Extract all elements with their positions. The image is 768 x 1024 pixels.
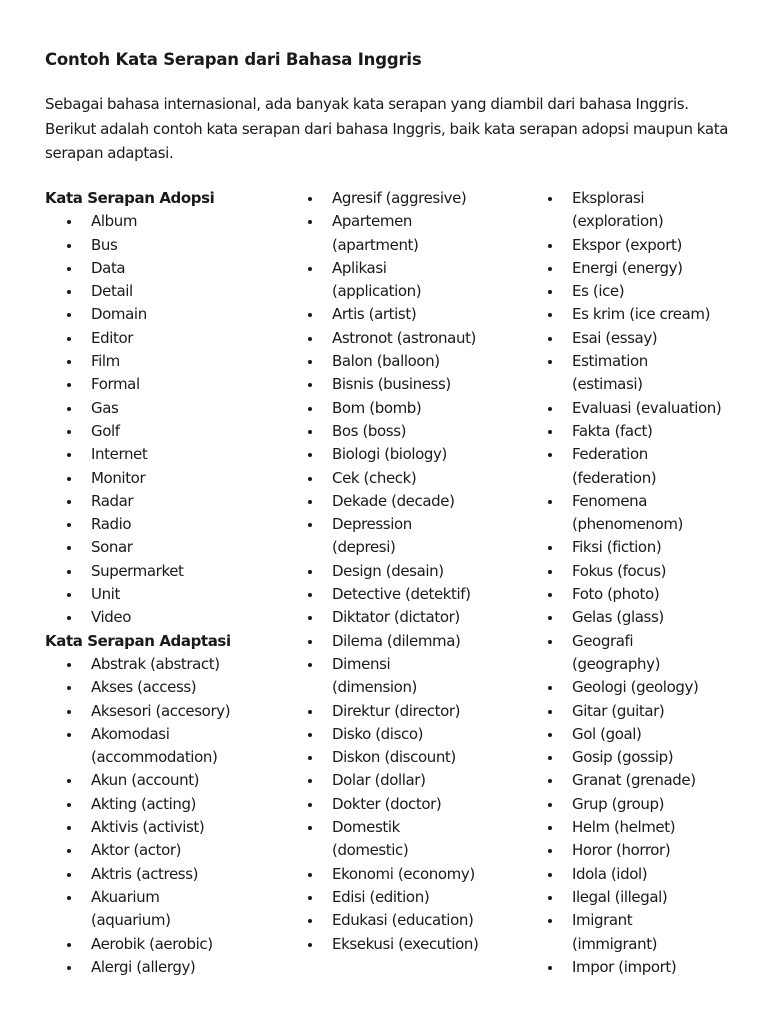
bullet-icon (548, 500, 552, 504)
adaptasi-item (545, 560, 765, 583)
column-3 (545, 187, 765, 979)
adaptasi-item-text: Akuarium (91, 887, 160, 906)
bullet-icon (67, 453, 71, 457)
adopsi-item-text: Supermarket (91, 561, 184, 580)
adaptasi-item (305, 210, 540, 257)
bullet-icon (548, 966, 552, 970)
adaptasi-item (45, 700, 295, 723)
adaptasi-item-text: (apartment) (332, 235, 419, 254)
adaptasi-item-text: Federation (572, 445, 648, 464)
bullet-icon (548, 407, 552, 411)
adaptasi-item-text: (domestic) (332, 841, 409, 860)
list-adaptasi-col2 (305, 187, 540, 956)
adaptasi-item-text: Edukasi (education) (332, 911, 474, 930)
bullet-icon (308, 640, 312, 644)
bullet-icon (548, 756, 552, 760)
adaptasi-item-text: Gol (goal) (572, 724, 642, 743)
adaptasi-item-text: Bom (bomb) (332, 398, 422, 417)
adaptasi-item (545, 886, 765, 909)
adaptasi-item-text: Astronot (astronaut) (332, 328, 476, 347)
adaptasi-item-text: Eksplorasi (572, 189, 645, 207)
bullet-icon (308, 430, 312, 434)
bullet-icon (308, 779, 312, 783)
bullet-icon (548, 733, 552, 737)
adaptasi-item-text: Grup (group) (572, 794, 665, 813)
bullet-icon (67, 593, 71, 597)
adaptasi-item-text: Idola (idol) (572, 864, 648, 883)
adopsi-item (45, 560, 295, 583)
adaptasi-item (45, 793, 295, 816)
adaptasi-item (305, 443, 540, 466)
adaptasi-item-text: Eksekusi (execution) (332, 934, 479, 953)
bullet-icon (308, 477, 312, 481)
adaptasi-item (45, 676, 295, 699)
bullet-icon (308, 407, 312, 411)
bullet-icon (67, 546, 71, 550)
adaptasi-item (45, 956, 295, 979)
adaptasi-item (545, 583, 765, 606)
adaptasi-item-text: Dimensi (332, 654, 391, 673)
adaptasi-item (305, 257, 540, 304)
adaptasi-item-text: Domestik (332, 818, 400, 837)
bullet-icon (308, 803, 312, 807)
adaptasi-item-text: (accommodation) (91, 748, 218, 767)
adaptasi-item-text: Aktor (actor) (91, 841, 182, 860)
bullet-icon (67, 849, 71, 853)
bullet-icon (67, 966, 71, 970)
adaptasi-item-text: Abstrak (abstract) (91, 654, 220, 673)
adaptasi-item-text: Akting (acting) (91, 794, 197, 813)
adaptasi-item-text: Geografi (572, 631, 634, 650)
bullet-icon (548, 593, 552, 597)
bullet-icon (67, 943, 71, 947)
bullet-icon (308, 943, 312, 947)
adaptasi-item (305, 723, 540, 746)
bullet-icon (548, 337, 552, 341)
bullet-icon (548, 919, 552, 923)
adaptasi-item-text: Fakta (fact) (572, 421, 653, 440)
adaptasi-item-text: (dimension) (332, 678, 418, 697)
adaptasi-item-text: Helm (helmet) (572, 818, 676, 837)
adaptasi-item (305, 467, 540, 490)
adaptasi-item (305, 769, 540, 792)
adaptasi-item (545, 187, 765, 234)
list-adopsi (45, 210, 295, 629)
adaptasi-item (305, 560, 540, 583)
adaptasi-item-text: Es (ice) (572, 282, 625, 301)
column-2 (305, 187, 540, 956)
adaptasi-item-text: Direktur (director) (332, 701, 461, 720)
bullet-icon (548, 686, 552, 690)
adaptasi-item (45, 933, 295, 956)
adopsi-item-text: Formal (91, 375, 140, 394)
adaptasi-item (545, 746, 765, 769)
adopsi-item (45, 536, 295, 559)
adaptasi-item (545, 700, 765, 723)
adaptasi-item (305, 490, 540, 513)
adaptasi-item-text: Artis (artist) (332, 305, 417, 324)
adaptasi-item-text: Depression (332, 515, 412, 534)
bullet-icon (308, 523, 312, 527)
adaptasi-item (545, 420, 765, 443)
adaptasi-item (545, 863, 765, 886)
adaptasi-item-text: Agresif (aggresive) (332, 189, 467, 207)
adaptasi-item (545, 956, 765, 979)
adaptasi-item (305, 187, 540, 210)
bullet-icon (67, 360, 71, 364)
bullet-icon (308, 616, 312, 620)
adaptasi-item-text: Ekspor (export) (572, 235, 682, 254)
adopsi-item-text: Golf (91, 421, 120, 440)
bullet-icon (308, 267, 312, 271)
adopsi-item-text: Radio (91, 515, 132, 534)
adopsi-item (45, 606, 295, 629)
adaptasi-item (305, 700, 540, 723)
adaptasi-item-text: (depresi) (332, 538, 396, 557)
adaptasi-item-text: Diktator (dictator) (332, 608, 460, 627)
adaptasi-item (305, 513, 540, 560)
adopsi-item (45, 443, 295, 466)
adaptasi-item (305, 583, 540, 606)
adopsi-item (45, 467, 295, 490)
bullet-icon (308, 360, 312, 364)
adaptasi-item-text: (estimasi) (572, 375, 643, 394)
adopsi-item (45, 420, 295, 443)
adaptasi-item-text: Energi (energy) (572, 258, 683, 277)
adaptasi-item-text: Alergi (allergy) (91, 957, 196, 976)
adopsi-item-text: Bus (91, 235, 118, 254)
adaptasi-item-text: Dilema (dilemma) (332, 631, 461, 650)
adaptasi-item (545, 490, 765, 537)
adaptasi-item (305, 420, 540, 443)
bullet-icon (67, 267, 71, 271)
bullet-icon (67, 383, 71, 387)
adaptasi-item (305, 327, 540, 350)
page-title: Contoh Kata Serapan dari Bahasa Inggris (45, 50, 422, 69)
adaptasi-item-text: Aerobik (aerobic) (91, 934, 213, 953)
bullet-icon (67, 779, 71, 783)
heading-adopsi: Kata Serapan Adopsi (45, 189, 215, 207)
bullet-icon (308, 733, 312, 737)
bullet-icon (548, 267, 552, 271)
adaptasi-item-text: Aplikasi (332, 258, 387, 277)
adaptasi-item (305, 630, 540, 653)
bullet-icon (548, 546, 552, 550)
adaptasi-item-text: Ekonomi (economy) (332, 864, 475, 883)
bullet-icon (548, 803, 552, 807)
adaptasi-item (545, 793, 765, 816)
bullet-icon (67, 686, 71, 690)
adopsi-item (45, 490, 295, 513)
adaptasi-item-text: Detective (detektif) (332, 585, 471, 604)
adopsi-item-text: Monitor (91, 468, 146, 487)
adaptasi-item (305, 303, 540, 326)
adaptasi-item (545, 397, 765, 420)
adaptasi-item-text: Estimation (572, 352, 648, 371)
adopsi-item-text: Video (91, 608, 132, 627)
adaptasi-item (305, 350, 540, 373)
adopsi-item (45, 257, 295, 280)
bullet-icon (308, 337, 312, 341)
adopsi-item-text: Detail (91, 282, 133, 301)
adopsi-item (45, 327, 295, 350)
adaptasi-item (545, 769, 765, 792)
adaptasi-item-text: Diskon (discount) (332, 748, 456, 767)
bullet-icon (548, 616, 552, 620)
bullet-icon (67, 337, 71, 341)
bullet-icon (67, 430, 71, 434)
adaptasi-item-text: Impor (import) (572, 957, 677, 976)
adaptasi-item (305, 606, 540, 629)
adaptasi-item (45, 769, 295, 792)
bullet-icon (548, 873, 552, 877)
adaptasi-item (45, 863, 295, 886)
adopsi-item-text: Film (91, 352, 120, 371)
bullet-icon (67, 290, 71, 294)
adaptasi-item-text: Akun (account) (91, 771, 200, 790)
bullet-icon (308, 919, 312, 923)
bullet-icon (308, 453, 312, 457)
adaptasi-item-text: Akomodasi (91, 724, 170, 743)
adaptasi-item-text: Cek (check) (332, 468, 417, 487)
adaptasi-item (45, 839, 295, 862)
adaptasi-item (545, 443, 765, 490)
adaptasi-item (305, 653, 540, 700)
adopsi-item (45, 350, 295, 373)
column-1 (45, 187, 295, 979)
bullet-icon (308, 826, 312, 830)
adaptasi-item (305, 816, 540, 863)
adaptasi-item-text: (aquarium) (91, 911, 171, 930)
adaptasi-item-text: Dolar (dollar) (332, 771, 426, 790)
adaptasi-item-text: Geologi (geology) (572, 678, 699, 697)
adaptasi-item (545, 606, 765, 629)
bullet-icon (67, 220, 71, 224)
adaptasi-item (45, 886, 295, 933)
adaptasi-item-text: Esai (essay) (572, 328, 658, 347)
bullet-icon (548, 430, 552, 434)
adaptasi-item (305, 886, 540, 909)
adaptasi-item-text: Granat (grenade) (572, 771, 696, 790)
adaptasi-item (545, 816, 765, 839)
bullet-icon (548, 313, 552, 317)
bullet-icon (308, 756, 312, 760)
bullet-icon (308, 220, 312, 224)
adaptasi-item (545, 839, 765, 862)
adaptasi-item-text: Gelas (glass) (572, 608, 664, 627)
adaptasi-item-text: Aksesori (accesory) (91, 701, 231, 720)
adaptasi-item (45, 723, 295, 770)
adopsi-item-text: Sonar (91, 538, 133, 557)
adaptasi-item-text: Ilegal (illegal) (572, 887, 668, 906)
bullet-icon (67, 244, 71, 248)
bullet-icon (67, 733, 71, 737)
adaptasi-item (545, 676, 765, 699)
adopsi-item-text: Radar (91, 491, 134, 510)
intro-paragraph: Sebagai bahasa internasional, ada banyak kata serapan yang diambil dari bahasa Inggris. Berikut adalah contoh kata serapan dari bahasa Inggris, baik kata serapan adopsi maupun kata serapan adaptasi. (45, 95, 729, 162)
adaptasi-item (305, 933, 540, 956)
adaptasi-item-text: Gosip (gossip) (572, 748, 674, 767)
adaptasi-item (545, 909, 765, 956)
adaptasi-item (305, 793, 540, 816)
bullet-icon (308, 197, 312, 201)
bullet-icon (67, 407, 71, 411)
adaptasi-item-text: Gitar (guitar) (572, 701, 665, 720)
adaptasi-item (545, 280, 765, 303)
adaptasi-item (45, 816, 295, 839)
adopsi-item (45, 373, 295, 396)
adaptasi-item (45, 653, 295, 676)
adopsi-item (45, 583, 295, 606)
bullet-icon (308, 383, 312, 387)
adopsi-item (45, 513, 295, 536)
bullet-icon (67, 477, 71, 481)
adaptasi-item-text: Apartemen (332, 212, 412, 231)
adopsi-item (45, 303, 295, 326)
adaptasi-item-text: Akses (access) (91, 678, 197, 697)
bullet-icon (67, 896, 71, 900)
adaptasi-item-text: Fokus (focus) (572, 561, 667, 580)
bullet-icon (548, 244, 552, 248)
bullet-icon (308, 500, 312, 504)
adaptasi-item (305, 863, 540, 886)
adopsi-item-text: Unit (91, 585, 120, 604)
bullet-icon (548, 640, 552, 644)
adaptasi-item-text: (immigrant) (572, 934, 658, 953)
bullet-icon (308, 873, 312, 877)
adaptasi-item (305, 746, 540, 769)
adaptasi-item (545, 723, 765, 746)
bullet-icon (308, 710, 312, 714)
adaptasi-item (545, 536, 765, 559)
bullet-icon (308, 593, 312, 597)
bullet-icon (67, 570, 71, 574)
adopsi-item-text: Album (91, 212, 138, 231)
bullet-icon (548, 849, 552, 853)
adaptasi-item-text: Imigrant (572, 911, 633, 930)
bullet-icon (548, 197, 552, 201)
bullet-icon (548, 453, 552, 457)
bullet-icon (67, 523, 71, 527)
adaptasi-item-text: Aktivis (activist) (91, 818, 205, 837)
adaptasi-item (545, 630, 765, 677)
adopsi-item (45, 234, 295, 257)
bullet-icon (67, 616, 71, 620)
adaptasi-item-text: Fiksi (fiction) (572, 538, 662, 557)
bullet-icon (67, 873, 71, 877)
bullet-icon (548, 896, 552, 900)
adaptasi-item-text: Horor (horror) (572, 841, 671, 860)
adaptasi-item-text: Es krim (ice cream) (572, 305, 711, 324)
heading-adaptasi: Kata Serapan Adaptasi (45, 631, 231, 650)
adaptasi-item-text: (geography) (572, 654, 661, 673)
adaptasi-item-text: Dekade (decade) (332, 491, 455, 510)
bullet-icon (548, 570, 552, 574)
bullet-icon (67, 500, 71, 504)
bullet-icon (548, 710, 552, 714)
adaptasi-item-text: Edisi (edition) (332, 887, 430, 906)
adaptasi-item (305, 397, 540, 420)
adaptasi-item (305, 909, 540, 932)
bullet-icon (67, 710, 71, 714)
list-adaptasi-col3 (545, 187, 765, 979)
bullet-icon (548, 290, 552, 294)
bullet-icon (67, 313, 71, 317)
adaptasi-item-text: (application) (332, 282, 422, 301)
bullet-icon (67, 663, 71, 667)
adaptasi-item-text: Aktris (actress) (91, 864, 199, 883)
adaptasi-item (545, 327, 765, 350)
bullet-icon (308, 570, 312, 574)
adaptasi-item (545, 350, 765, 397)
bullet-icon (308, 896, 312, 900)
adaptasi-item-text: Evaluasi (evaluation) (572, 398, 722, 417)
bullet-icon (308, 663, 312, 667)
adaptasi-item-text: (phenomenom) (572, 515, 683, 534)
adopsi-item-text: Domain (91, 305, 147, 324)
adopsi-item (45, 397, 295, 420)
adopsi-item (45, 280, 295, 303)
adopsi-item (45, 210, 295, 233)
adopsi-item-text: Gas (91, 398, 119, 417)
adaptasi-item (545, 257, 765, 280)
adaptasi-item (545, 303, 765, 326)
adaptasi-item-text: Foto (photo) (572, 585, 660, 604)
list-adaptasi-col1 (45, 653, 295, 979)
adopsi-item-text: Editor (91, 328, 133, 347)
bullet-icon (548, 779, 552, 783)
adaptasi-item-text: Design (desain) (332, 561, 444, 580)
adaptasi-item (305, 373, 540, 396)
adaptasi-item-text: Bos (boss) (332, 421, 407, 440)
adaptasi-item (545, 234, 765, 257)
adaptasi-item-text: Fenomena (572, 491, 648, 510)
adaptasi-item-text: Biologi (biology) (332, 445, 447, 464)
bullet-icon (308, 313, 312, 317)
bullet-icon (67, 826, 71, 830)
adaptasi-item-text: Bisnis (business) (332, 375, 451, 394)
bullet-icon (548, 826, 552, 830)
adopsi-item-text: Data (91, 258, 126, 277)
adaptasi-item-text: Balon (balloon) (332, 352, 440, 371)
bullet-icon (548, 360, 552, 364)
adaptasi-item-text: Disko (disco) (332, 724, 424, 743)
adaptasi-item-text: (exploration) (572, 212, 664, 231)
adopsi-item-text: Internet (91, 445, 148, 464)
bullet-icon (67, 803, 71, 807)
adaptasi-item-text: Dokter (doctor) (332, 794, 442, 813)
adaptasi-item-text: (federation) (572, 468, 657, 487)
